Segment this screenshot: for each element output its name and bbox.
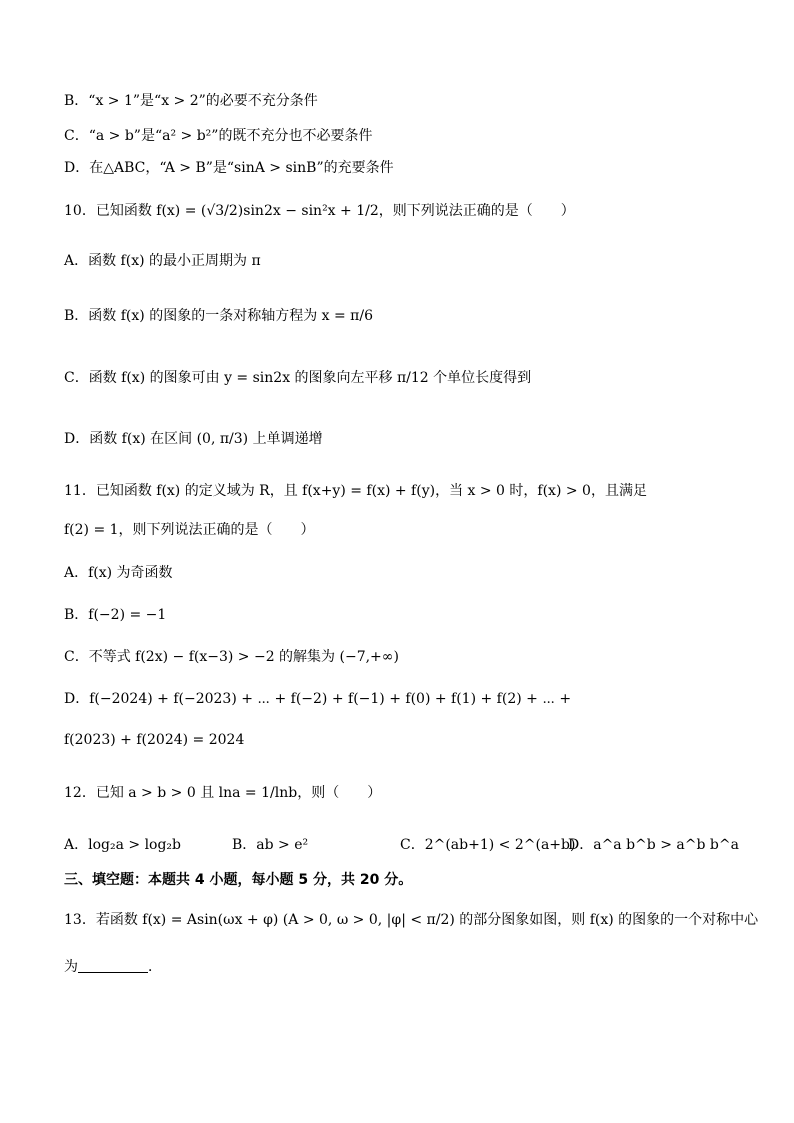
q12-stem: 12．已知 a > b > 0 且 lna = 1/lnb，则（ ）: [64, 785, 382, 801]
q13-stem-line2: [64, 958, 162, 976]
q11-stem-line2: f(2) = 1，则下列说法正确的是（ ）: [64, 522, 315, 538]
section-3-heading: 三、填空题：本题共 4 小题，每小题 5 分，共 20 分。: [64, 872, 413, 888]
q10-option-d: D．函数 f(x) 在区间 (0, π/3) 上单调递增: [64, 431, 323, 447]
q10-stem: 10．已知函数 f(x) = (√3/2)sin2x − sin²x + 1/2，则下列说法正确的是（ ）: [64, 203, 575, 219]
q12-option-a: A．log₂a > log₂b: [64, 837, 182, 853]
q9-option-b: B．“x > 1”是“x > 2”的必要不充分条件: [64, 93, 318, 109]
q13-answer-blank[interactable]: [78, 958, 148, 973]
q10-option-b: B．函数 f(x) 的图象的一条对称轴方程为 x = π/6: [64, 308, 373, 324]
q9-option-c: C．“a > b”是“a² > b²”的既不充分也不必要条件: [64, 128, 373, 144]
q11-stem-line1: 11．已知函数 f(x) 的定义域为 R，且 f(x+y) = f(x) + f(y)，当 x > 0 时，f(x) > 0，且满足: [64, 483, 647, 499]
q13-prefix: 为: [64, 959, 78, 975]
q12-option-d: D．a^a b^b > a^b b^a: [568, 837, 739, 853]
q11-option-d-line1: D．f(−2024) + f(−2023) + ⋯ + f(−2) + f(−1) + f(0) + f(1) + f(2) + ⋯ +: [64, 691, 572, 707]
q10-option-c: C．函数 f(x) 的图象可由 y = sin2x 的图象向左平移 π/12 个单位长度得到: [64, 370, 532, 386]
q12-option-b: B．ab > e²: [232, 837, 309, 853]
q12-option-c: C．2^(ab+1) < 2^(a+b): [400, 837, 576, 853]
q13-stem-line1: 13．若函数 f(x) = Asin(ωx + φ) (A > 0, ω > 0, |φ| < π/2) 的部分图象如图，则 f(x) 的图象的一个对称中心: [64, 912, 759, 928]
q11-option-c: C．不等式 f(2x) − f(x−3) > −2 的解集为 (−7,+∞): [64, 649, 399, 665]
q11-option-b: B．f(−2) = −1: [64, 607, 167, 623]
q9-option-d: D．在△ABC，“A > B”是“sinA > sinB”的充要条件: [64, 160, 394, 176]
q11-option-a: A．f(x) 为奇函数: [64, 565, 173, 581]
q10-option-a: A．函数 f(x) 的最小正周期为 π: [64, 253, 261, 269]
q13-suffix: ．: [148, 959, 162, 975]
q11-option-d-line2: f(2023) + f(2024) = 2024: [64, 732, 245, 748]
